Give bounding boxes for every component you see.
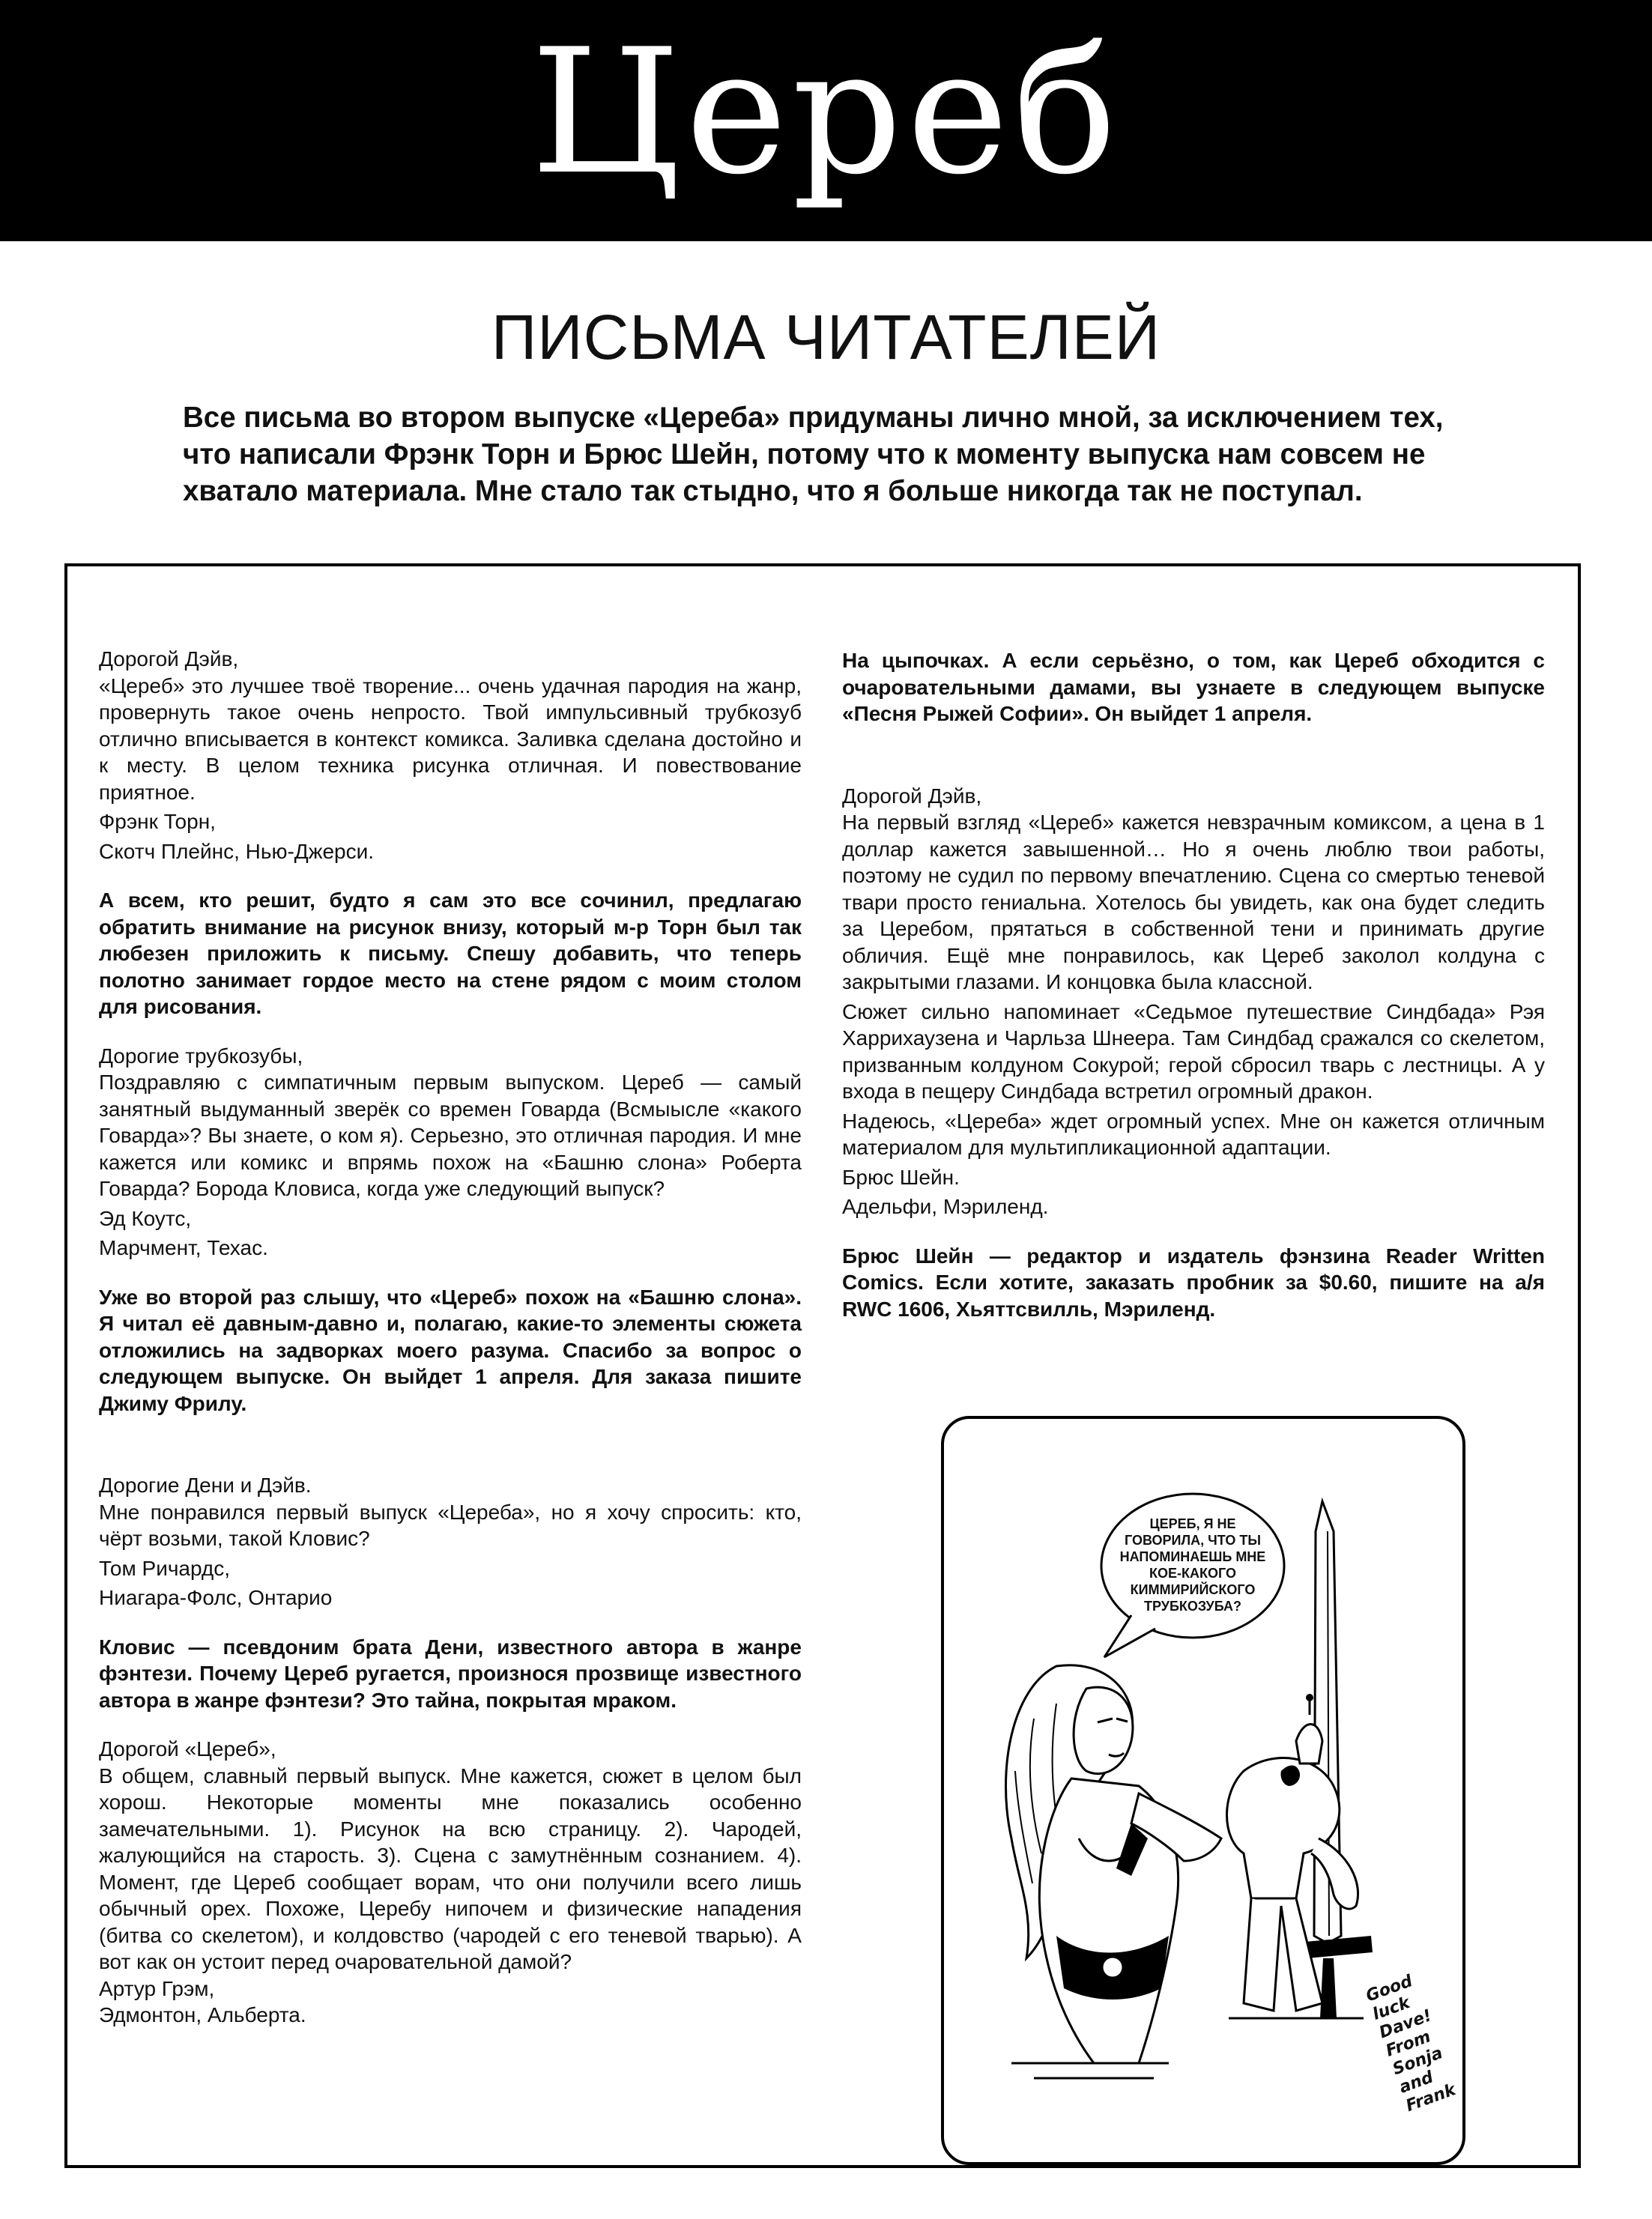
letter-location: Марчмент, Техас. bbox=[99, 1236, 268, 1259]
editor-reply: Уже во второй раз слышу, что «Цереб» похож на «Башню слона». Я читал её давным-давно и, полагаю, какие-то элементы сюжета отложились на задворках моего разума. Спасибо за вопрос о следующем выпуске. Он выйдет 1 апреля. Для заказа пишите Джиму Фрилу. bbox=[99, 1285, 802, 1415]
letter-greeting: Дорогой Дэйв, bbox=[99, 647, 239, 670]
letter-greeting: Дорогие трубкозубы, bbox=[99, 1044, 303, 1068]
left-column bbox=[99, 646, 802, 2029]
letter-author: Фрэнк Торн, bbox=[99, 810, 216, 833]
letter-body: Сюжет сильно напоминает «Седьмое путешествие Синдбада» Рэя Харрихаузена и Чарльза Шнеера. Там Синдбад сражался со скелетом, призванным колдуном Сокурой; герой сбросил тварь с лестницы. А у входа в пещеру Синдбада встретил огромный дракон. bbox=[842, 999, 1545, 1103]
letter-location: Ниагара-Фолс, Онтарио bbox=[99, 1586, 333, 1609]
letter-greeting: Дорогой «Цереб», bbox=[99, 1737, 276, 1761]
editor-reply: А всем, кто решит, будто я сам это все сочинил, предлагаю обратить внимание на рисунок внизу, который м-р Торн был так любезен приложить к письму. Спешу добавить, что теперь полотно занимает гордое место на стене рядом с моим столом для рисования. bbox=[99, 888, 802, 1018]
speech-bubble-text: ЦЕРЕБ, Я НЕ ГОВОРИЛА, ЧТО ТЫ НАПОМИНАЕШЬ МНЕ КОЕ-КАКОГО КИММИРИЙСКОГО ТРУБКОЗУБА? bbox=[1119, 1516, 1266, 1614]
letter-body: В общем, славный первый выпуск. Мне кажется, сюжет в целом был хорош. Некоторые моменты мне показались особенно замечательными. 1). Рисунок на всю страницу. 2). Чародей, жалующийся на старость. 3). Сцена с замутнённым сознанием. 4). Момент, где Цереб сообщает ворам, что они получили всего лишь обычный орех. Похоже, Церебу нипочем и физические нападения (битва со скелетом), и колдовство (чародей с его теневой тварью). А вот как он устоит перед очаровательной дамой? bbox=[99, 1764, 802, 1973]
letter-author: Артур Грэм, bbox=[99, 1976, 215, 2000]
letter-body: На первый взгляд «Цереб» кажется невзрачным комиксом, а цена в 1 доллар кажется завышенной… Но я очень люблю твои работы, поэтому не судил по первому впечатлению. Сцена со смертью теневой твари просто гениальна. Хотелось бы увидеть, как она будет следить за Церебом, прятаться в собственной тени и принимать другие обличия. Ещё мне понравилось, как Цереб заколол колдуна с закрытыми глазами. И концовка была классной. bbox=[842, 811, 1545, 993]
letter-greeting: Дорогой Дэйв, bbox=[842, 784, 982, 808]
autograph: Good luck Dave! From Sonja and Frank bbox=[1364, 1972, 1459, 2116]
letter-body: Надеюсь, «Цереба» ждет огромный успех. Мне он кажется отличным материалом для мультипликационной адаптации. bbox=[842, 1109, 1545, 1159]
letter-location: Эдмонтон, Альберта. bbox=[99, 2003, 306, 2026]
right-column bbox=[842, 647, 1545, 1322]
letter-location: Адельфи, Мэриленд. bbox=[842, 1195, 1049, 1218]
letter-body: «Цереб» это лучшее твоё творение... очень удачная пародия на жанр, провернуть такое очень непросто. Твой импульсивный трубкозуб отлично вписывается в контекст комикса. Заливка сделана достойно и к месту. В целом техника рисунка отличная. И повествование приятное. bbox=[99, 673, 802, 804]
editor-reply: Брюс Шейн — редактор и издатель фэнзина Reader Written Comics. Если хотите, заказать пробник за $0.60, пишите на а/я RWC 1606, Хьяттсвилль, Мэриленд. bbox=[842, 1244, 1545, 1321]
editor-reply: На цыпочках. А если серьёзно, о том, как Цереб обходится с очаровательными дамами, вы узнаете в следующем выпуске «Песня Рыжей Софии». Он выйдет 1 апреля. bbox=[842, 649, 1545, 725]
letter-author: Том Ричардс, bbox=[99, 1556, 231, 1580]
section-intro: Все письма во втором выпуске «Цереба» придуманы лично мной, за исключением тех, что написали Фрэнк Торн и Брюс Шейн, потому что к моменту выпуска нам совсем не хватало материала. Мне стало так стыдно, что я больше никогда так не поступал. bbox=[183, 402, 1444, 507]
illustration-frame bbox=[941, 1416, 1465, 2165]
letter-location: Скотч Плейнс, Нью-Джерси. bbox=[99, 839, 375, 863]
masthead-title: Цереб bbox=[530, 13, 1122, 213]
letter-author: Брюс Шейн. bbox=[842, 1165, 960, 1189]
masthead-banner bbox=[0, 0, 1652, 241]
editor-reply: Кловис — псевдоним брата Дени, известного автора в жанре фэнтези. Почему Цереб ругается, произнося прозвище известного автора в жанре фэнтези? Это тайна, покрытая мраком. bbox=[99, 1635, 802, 1712]
letter-body: Поздравляю с симпатичным первым выпуском. Цереб — самый занятный выдуманный зверёк со времен Говарда (Всмыысле «какого Говарда»? Вы знаете, о ком я). Серьезно, это отличная пародия. И мне кажется или комикс и впрямь похож на «Башню слона» Роберта Говарда? Борода Кловиса, когда уже следующий выпуск? bbox=[99, 1071, 802, 1200]
section-title: ПИСЬМА ЧИТАТЕЛЕЙ bbox=[491, 302, 1161, 372]
letter-greeting: Дорогие Дени и Дэйв. bbox=[99, 1474, 312, 1497]
letter-author: Эд Коутс, bbox=[99, 1206, 192, 1230]
letter-body: Мне понравился первый выпуск «Цереба», но я хочу спросить: кто, чёрт возьми, такой Кловис? bbox=[99, 1500, 802, 1550]
